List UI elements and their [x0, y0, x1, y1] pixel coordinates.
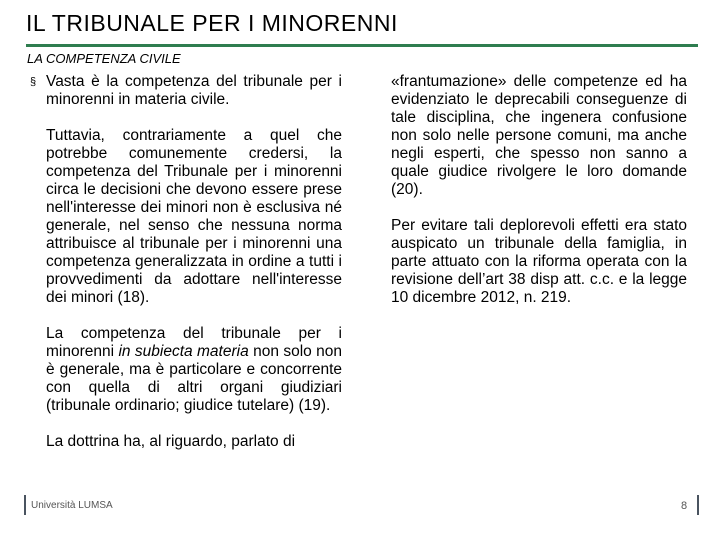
- paragraph: [46, 325, 342, 415]
- left-column: [46, 73, 342, 451]
- paragraph: Per evitare tali deplorevoli effetti era stato auspicato un tribunale della famiglia, in parte attuato con la riforma operata con la revisione dell’art 38 disp att. c.c. e la legge 10 dicembre 2012, n. 219.: [391, 217, 687, 306]
- paragraph: Vasta è la competenza del tribunale per i minorenni in materia civile.: [46, 73, 342, 108]
- bullet-icon: §: [30, 76, 37, 88]
- right-column: [391, 73, 687, 307]
- page-number: 8: [681, 500, 688, 512]
- slide-subtitle: LA COMPETENZA CIVILE: [27, 51, 181, 66]
- text-run: non solo non è generale, ma è particolare e concorrente con quella di altri organi giudiziari (tribunale ordinario; giudice tutelare) (19).: [46, 343, 343, 414]
- italic-phrase: in subiecta materia: [118, 343, 249, 360]
- footer-institution: Università LUMSA: [31, 500, 113, 511]
- text-run: La competenza del tribunale per i minorenni: [46, 325, 342, 360]
- title-divider: [26, 44, 698, 47]
- paragraph: La dottrina ha, al riguardo, parlato di: [46, 433, 296, 450]
- paragraph: Tuttavia, contrariamente a quel che potrebbe comunemente credersi, la competenza del Tribunale per i minorenni circa le decisioni che devono essere prese nell'interesse dei minori non è esclusiva né generale, nel senso che nessuna norma attribuisce al tribunale per i minorenni una competenza generalizzata in ordine a tutti i provvedimenti da adottare nell'interesse dei minori (18).: [46, 127, 342, 306]
- footer-right-bar: [697, 495, 699, 515]
- paragraph: «frantumazione» delle competenze ed ha evidenziato le deprecabili conseguenze di tale disciplina, che ingenera confusione non solo nelle persone comuni, ma anche negli esperti, che spesso non sanno a quale giudice rivolgere le loro domande (20).: [391, 73, 687, 198]
- footer-left-bar: [24, 495, 26, 515]
- slide-title: IL TRIBUNALE PER I MINORENNI: [26, 10, 398, 36]
